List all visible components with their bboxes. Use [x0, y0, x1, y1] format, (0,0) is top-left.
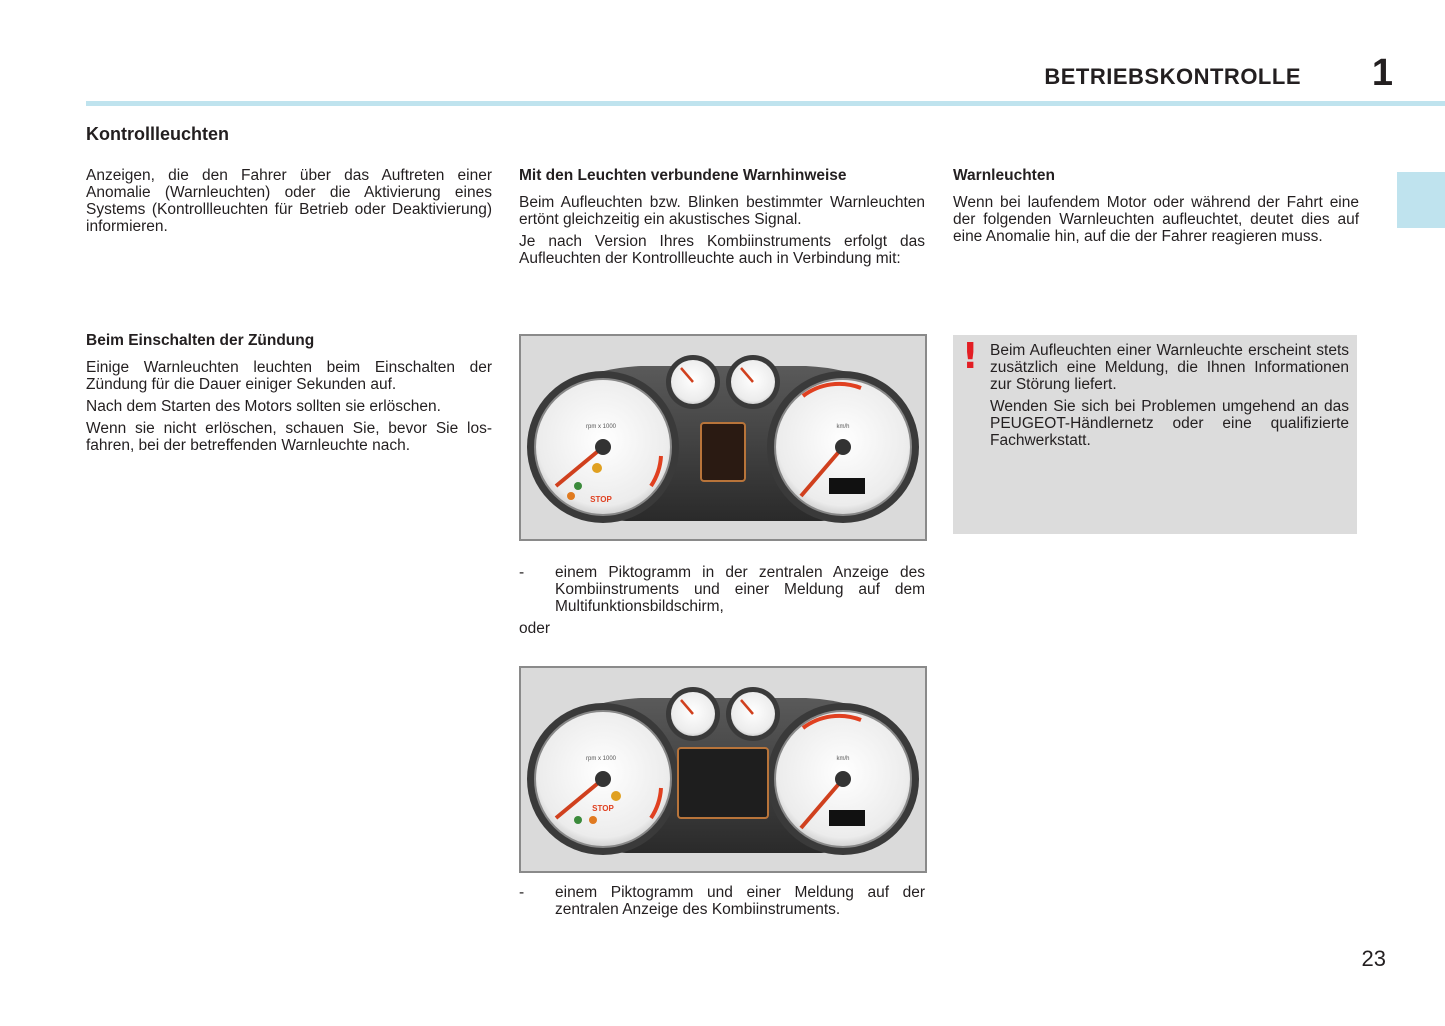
svg-text:rpm x 1000: rpm x 1000 [585, 424, 617, 430]
intro-column [86, 167, 492, 240]
instrument-cluster-image-1 [519, 334, 927, 541]
warning-lights-paragraph: Wenn bei laufendem Motor oder während der Fahrt eine der folgenden Warnleuchten aufleuchtet, deutet dies auf eine Anomalie hin, auf die der Fahrer reagieren muss. [953, 194, 1359, 245]
warning-box-text [990, 342, 1349, 454]
chapter-number: 1 [1371, 52, 1393, 94]
warning-box-paragraph-2: Wenden Sie sich bei Problemen umgehend an das PEUGEOT-Händlernetz oder eine qualifizierte Fachwerkstatt. [990, 398, 1349, 449]
list-item-2 [519, 884, 925, 918]
chapter-title: BETRIEBSKONTROLLE [1044, 64, 1301, 89]
ignition-heading: Beim Einschalten der Zündung [86, 332, 315, 349]
warning-signals-paragraph-2: Je nach Version Ihres Kombiinstruments erfolgt das Aufleuchten der Kontrollleuchte auch in Verbindung mit: [519, 233, 925, 267]
stop-warning-label-2: STOP [592, 804, 614, 813]
warning-signals-paragraph-1: Beim Aufleuchten bzw. Blinken bestimmter Warnleuchten ertönt gleichzeitig ein akustisches Signal. [519, 194, 925, 228]
list-dash: - [519, 564, 525, 581]
ignition-paragraph-1: Einige Warnleuchten leuchten beim Einschalten der Zündung für die Dauer einiger Sekunden auf. [86, 359, 492, 393]
warning-lights-column [953, 167, 1359, 250]
svg-text:rpm x 1000: rpm x 1000 [585, 756, 617, 762]
list-dash-2: - [519, 884, 525, 901]
exclamation-icon: ! [962, 336, 979, 377]
list-item-1 [519, 564, 925, 615]
list-item-1-text: einem Piktogramm in der zentralen Anzeige des Kombiinstruments und einer Meldung auf dem Multifunktionsbildschirm, [555, 564, 925, 615]
warning-lights-heading: Warnleuchten [953, 167, 1055, 184]
oder-text: oder [519, 620, 551, 637]
intro-paragraph: Anzeigen, die den Fahrer über das Auftreten einer Anomalie (Warnleuchten) oder die Aktivierung eines Systems (Kontrollleuchten für Betrieb oder Deaktivierung) informieren. [86, 167, 492, 235]
chapter-tab [1397, 172, 1445, 228]
instrument-cluster-image-2 [519, 666, 927, 873]
stop-warning-label: STOP [590, 495, 612, 504]
svg-text:km/h: km/h [836, 424, 850, 430]
page-number: 23 [1361, 946, 1386, 971]
svg-text:km/h: km/h [836, 756, 850, 762]
warning-signals-heading: Mit den Leuchten verbundene Warnhinweise [519, 167, 847, 184]
ignition-paragraph-2: Nach dem Starten des Motors sollten sie erlöschen. [86, 398, 441, 415]
header-rule [86, 101, 1445, 106]
list-item-2-text: einem Piktogramm und einer Meldung auf der zentralen Anzeige des Kombiinstruments. [555, 884, 925, 918]
warning-box-paragraph-1: Beim Aufleuchten einer Warnleuchte erscheint stets zusätzlich eine Meldung, die Ihnen Informationen zur Störung liefert. [990, 342, 1349, 393]
ignition-paragraph-3: Wenn sie nicht erlöschen, schauen Sie, bevor Sie losfahren, bei der betreffenden Warnleuchte nach. [86, 420, 492, 454]
ignition-section [86, 332, 492, 459]
warning-signals-column [519, 167, 925, 272]
section-title: Kontrollleuchten [86, 124, 229, 144]
